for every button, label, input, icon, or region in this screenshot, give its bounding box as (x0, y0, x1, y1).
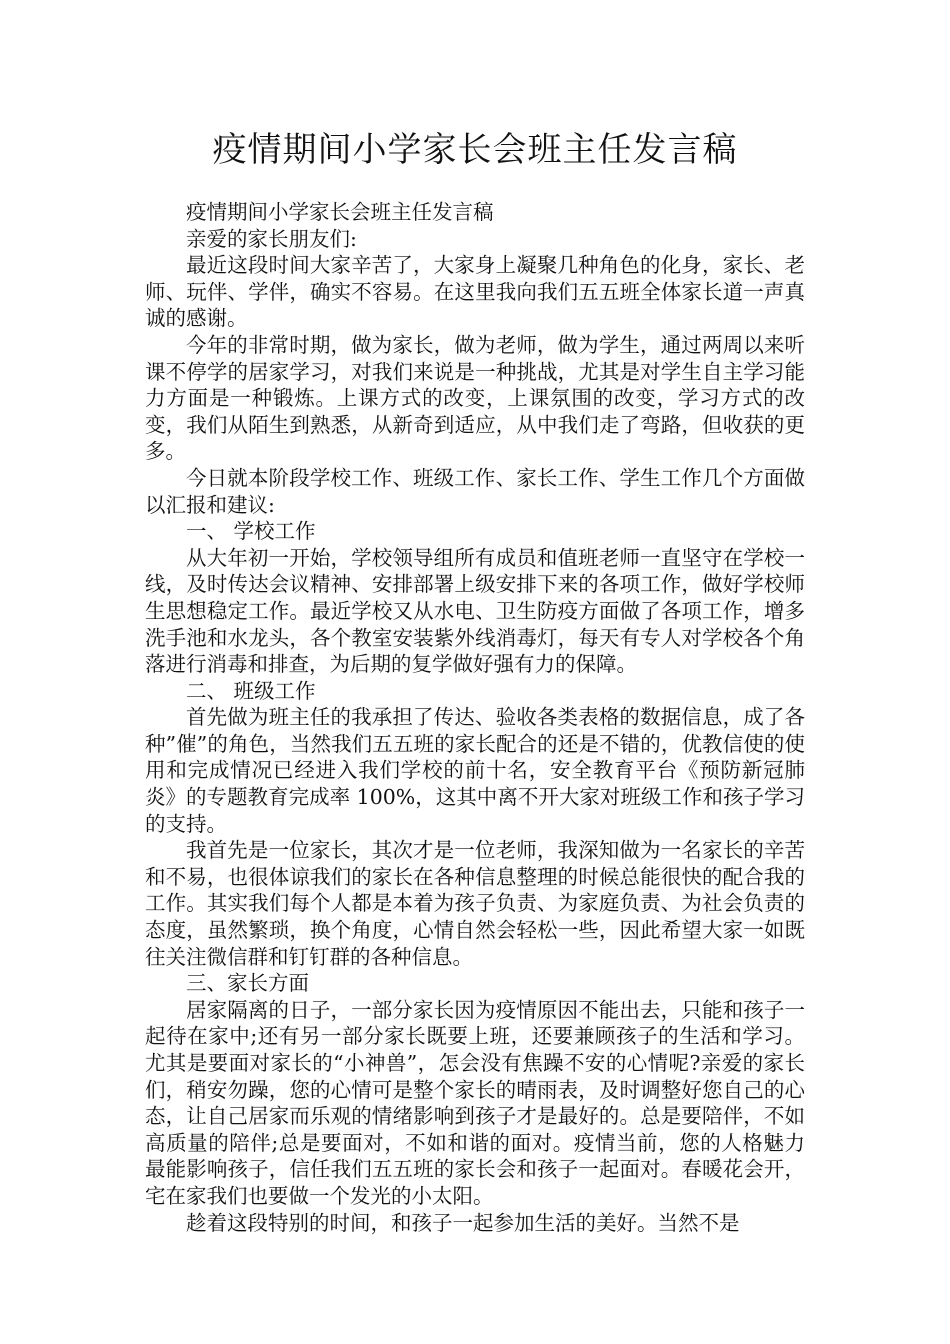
paragraph-class-work: 首先做为班主任的我承担了传达、验收各类表格的数据信息，成了各种”催”的角色，当然我们五五班的家长配合的还是不错的，优教信使的使用和完成情况已经进入我们学校的前十名，安全教育平台《预防新冠肺炎》的专题教育完成率 100%，这其中离不开大家对班级工作和孩子学习的支持。 (145, 705, 805, 836)
paragraph-special-period: 今年的非常时期，做为家长，做为老师，做为学生，通过两周以来听课不停学的居家学习，对我们来说是一种挑战，尤其是对学生自主学习能力方面是一种锻炼。上课方式的改变，上课氛围的改变，学习方式的改变，我们从陌生到熟悉，从新奇到适应，从中我们走了弯路，但收获的更多。 (145, 332, 805, 464)
document-title: 疫情期间小学家长会班主任发言稿 (212, 130, 738, 170)
section-heading-school-work: 一、 学校工作 (186, 519, 316, 544)
document-body (145, 199, 805, 1236)
paragraph-parents: 居家隔离的日子，一部分家长因为疫情原因不能出去，只能和孩子一起待在家中;还有另一部分家长既要上班，还要兼顾孩子的生活和学习。尤其是要面对家长的“小神兽”，怎会没有焦躁不安的心情呢?亲爱的家长们，稍安勿躁，您的心情可是整个家长的晴雨表，及时调整好您自己的心态，让自己居家而乐观的情绪影响到孩子才是最好的。总是要陪伴，不如高质量的陪伴;总是要面对，不如和谐的面对。疫情当前，您的人格魅力最能影响孩子，信任我们五五班的家长会和孩子一起面对。春暖花会开，宅在家我们也要做一个发光的小太阳。 (145, 997, 805, 1208)
paragraph-parent-understanding: 我首先是一位家长，其次才是一位老师，我深知做为一名家长的辛苦和不易，也很体谅我们的家长在各种信息整理的时候总能很快的配合我的工作。其实我们每个人都是本着为孩子负责、为家庭负责、为社会负责的态度，虽然繁琐，换个角度，心情自然会轻松一些，因此希望大家一如既往关注微信群和钉钉群的各种信息。 (145, 838, 805, 969)
section-heading-class-work: 二、 班级工作 (186, 678, 316, 703)
paragraph-school-work: 从大年初一开始，学校领导组所有成员和值班老师一直坚守在学校一线，及时传达会议精神、安排部署上级安排下来的各项工作，做好学校师生思想稳定工作。最近学校又从水电、卫生防疫方面做了各项工作，增多洗手池和水龙头，各个教室安装紫外线消毒灯，每天有专人对学校各个角落进行消毒和排查，为后期的复学做好强有力的保障。 (145, 545, 805, 677)
section-heading-parents: 三、家长方面 (186, 971, 309, 996)
paragraph-heading-repeat: 疫情期间小学家长会班主任发言稿 (186, 200, 494, 224)
paragraph-special-time: 趁着这段特别的时间，和孩子一起参加生活的美好。当然不是 (186, 1210, 740, 1235)
paragraph-report-intro: 今日就本阶段学校工作、班级工作、家长工作、学生工作几个方面做以汇报和建议: (145, 465, 805, 517)
paragraph-thanks: 最近这段时间大家辛苦了，大家身上凝聚几种角色的化身，家长、老师、玩伴、学伴，确实不容易。在这里我向我们五五班全体家长道一声真诚的感谢。 (145, 253, 805, 331)
paragraph-salutation: 亲爱的家长朋友们: (186, 226, 357, 251)
